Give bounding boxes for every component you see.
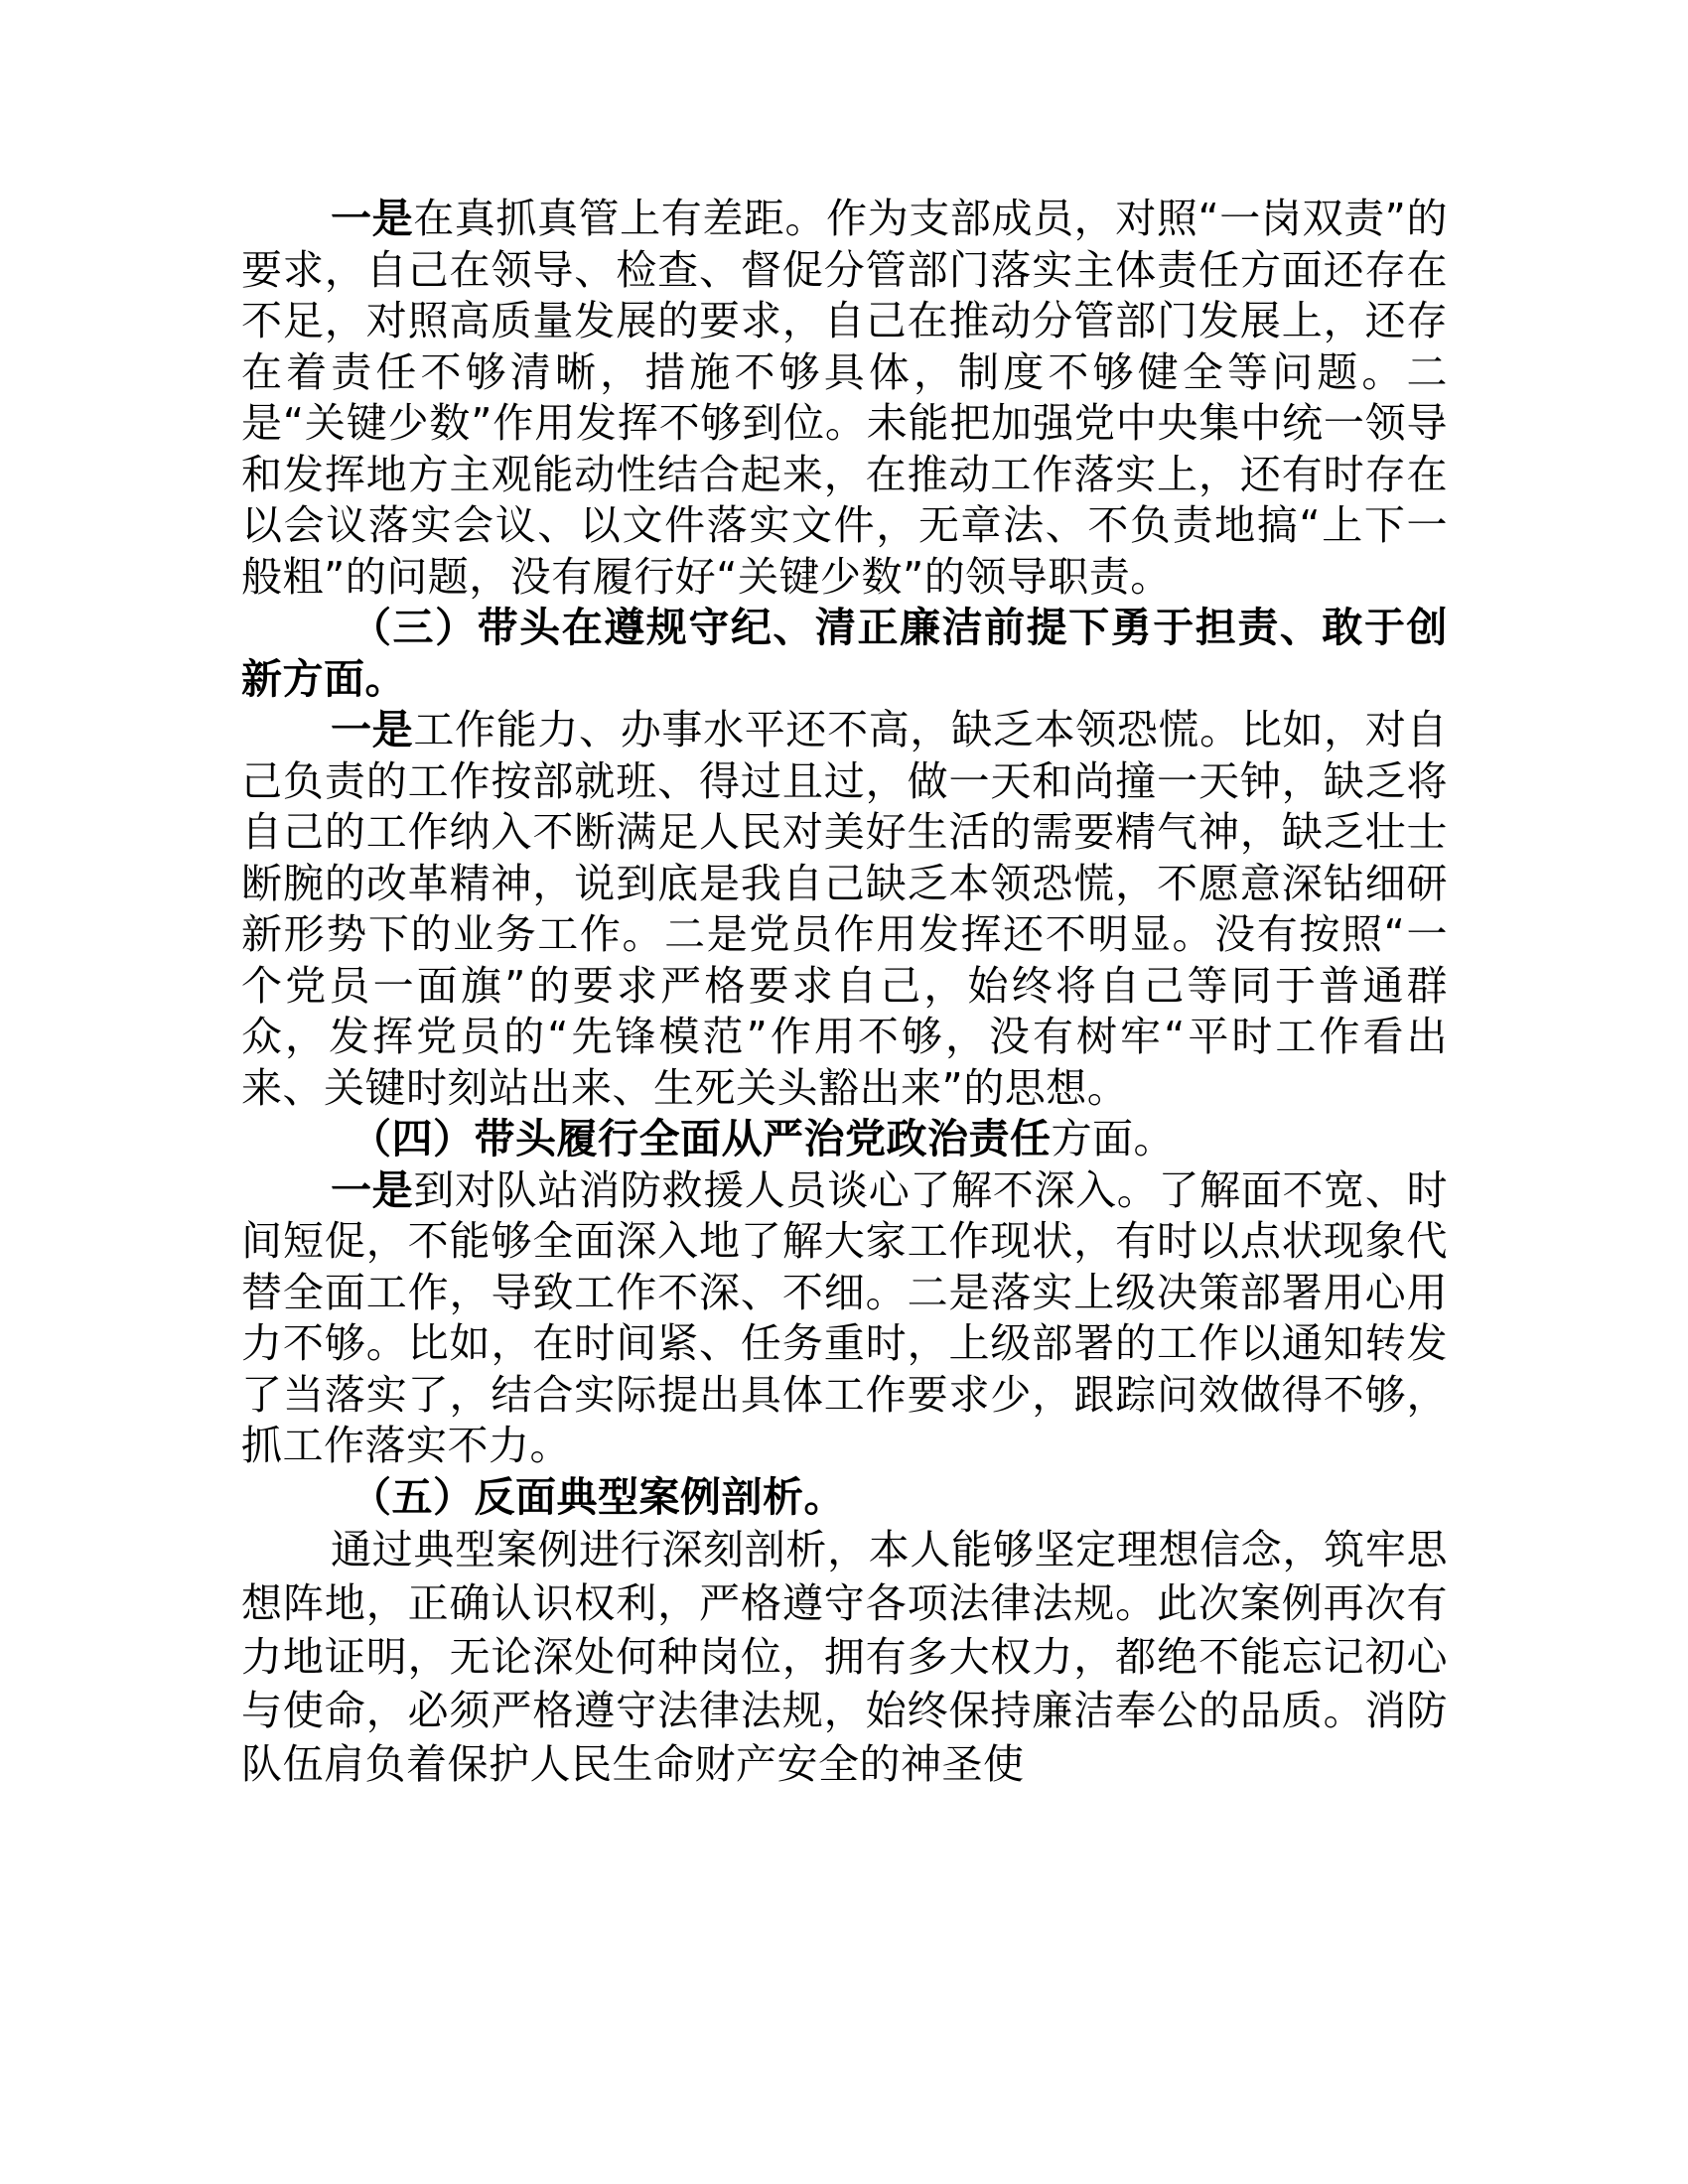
paragraph-text: 工作能力、办事水平还不高，缺乏本领恐慌。比如，对自己负责的工作按部就班、得过且过，做一天和尚撞一天钟，缺乏将自己的工作纳入不断满足人民对美好生活的需要精气神，缺乏壮士断腕的改革精神，说到底是我自己缺乏本领恐慌，不愿意深钻细研新形势下的业务工作。二是党员作用发挥还不明显。没有按照“一个党员一面旗”的要求严格要求自己，始终将自己等同于普通群众，发挥党员的“先锋模范”作用不够，没有树牢“平时工作看出来、关键时刻站出来、生死关头豁出来”的思想。 bbox=[241, 706, 1449, 1112]
paragraph-lead: 一是 bbox=[331, 706, 414, 753]
document-body bbox=[241, 194, 1448, 1791]
paragraph-case-analysis: 通过典型案例进行深刻剖析，本人能够坚定理想信念，筑牢思想阵地，正确认识权利，严格遵守各项法律法规。此次案例再次有力地证明，无论深处何种岗位，拥有多大权力，都绝不能忘记初心与使命，必须严格遵守法律法规，始终保持廉洁奉公的品质。消防队伍肩负着保护人民生命财产安全的神圣使 bbox=[241, 1526, 1448, 1788]
paragraph-text: 在真抓真管上有差距。作为支部成员，对照“一岗双责”的要求，自己在领导、检查、督促分管部门落实主体责任方面还存在不足，对照高质量发展的要求，自己在推动分管部门发展上，还存在着责任不够清晰，措施不够具体，制度不够健全等问题。二是“关键少数”作用发挥不够到位。未能把加强党中央集中统一领导和发挥地方主观能动性结合起来，在推动工作落实上，还有时存在以会议落实会议、以文件落实文件，无章法、不负责地搞“上下一般粗”的问题，没有履行好“关键少数”的领导职责。 bbox=[241, 195, 1448, 601]
paragraph-capability bbox=[241, 705, 1448, 1114]
section-heading-3: （三）带头在遵规守纪、清正廉洁前提下勇于担责、敢于创新方面。 bbox=[241, 604, 1448, 703]
paragraph-communication bbox=[241, 1165, 1448, 1472]
paragraph-lead: 一是 bbox=[331, 195, 414, 242]
section-heading-5: （五）反面典型案例剖析。 bbox=[351, 1472, 845, 1521]
paragraph-text: 到对队站消防救援人员谈心了解不深入。了解面不宽、时间短促，不能够全面深入地了解大家工作现状，有时以点状现象代替全面工作，导致工作不深、不细。二是落实上级决策部署用心用力不够。比如，在时间紧、任务重时，上级部署的工作以通知转发了当落实了，结合实际提出具体工作要求少，跟踪问效做得不够，抓工作落实不力。 bbox=[241, 1165, 1449, 1469]
heading-text: （四）带头履行全面从严治党政治责任 bbox=[351, 1115, 1052, 1162]
heading-tail: 方面。 bbox=[1051, 1115, 1175, 1162]
paragraph-lead: 一是 bbox=[331, 1165, 414, 1214]
paragraph-accountability bbox=[241, 194, 1448, 603]
section-heading-4 bbox=[241, 1114, 1448, 1165]
